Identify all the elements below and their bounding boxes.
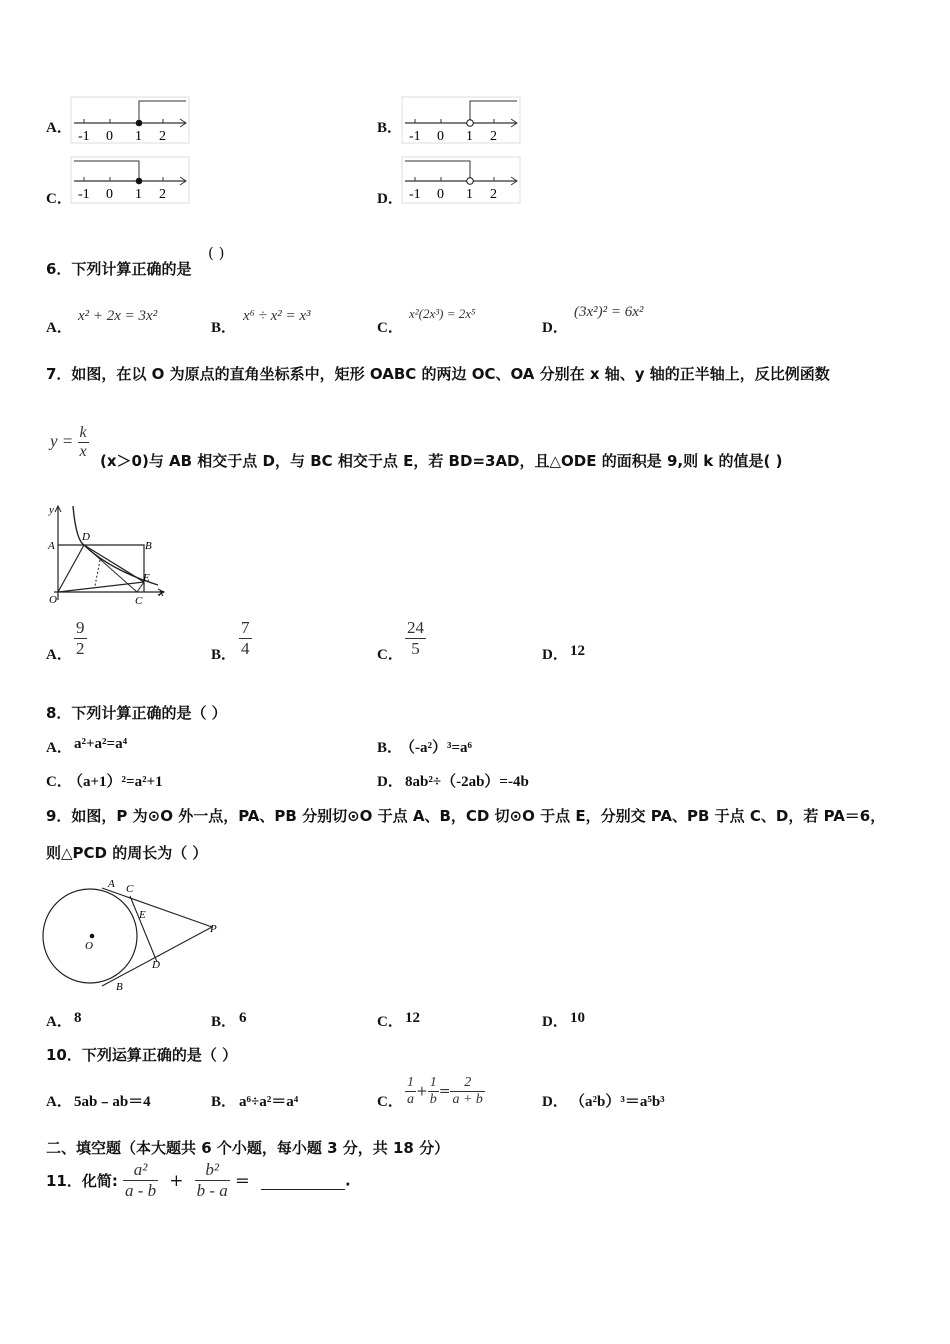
- q6-option-c-label: C．: [377, 320, 403, 336]
- q6-option-a: x² + 2x = 3x²: [78, 308, 158, 324]
- q7-option-c: $\frac{24}{5}$: [407, 618, 424, 658]
- q7-option-b: $\frac{7}{4}$: [241, 618, 250, 658]
- tick-label: 1: [135, 129, 142, 144]
- q5-option-b-numberline: [401, 96, 523, 146]
- q8-stem: 8．下列计算正确的是（ ）: [46, 704, 227, 722]
- q11-fraction-1: $\frac{\text{a²}}{a - b}$: [124, 1160, 157, 1200]
- tick-label: 0: [437, 129, 444, 144]
- q7-option-d: 12: [570, 643, 585, 659]
- q6-paren: ( ): [208, 244, 225, 262]
- q10-option-d-label: D．: [542, 1094, 568, 1110]
- tick-label: -1: [409, 187, 421, 202]
- q9-option-c-label: C．: [377, 1014, 403, 1030]
- q6-option-b-label: B．: [211, 320, 237, 336]
- q11-answer-blank[interactable]: [261, 1171, 345, 1190]
- q8-option-b: （-a²）³=a⁶: [400, 740, 473, 756]
- tick-label: 0: [106, 187, 113, 202]
- q9-option-a-label: A．: [46, 1014, 72, 1030]
- q5-option-a-label: A．: [46, 120, 72, 136]
- tick-label: -1: [78, 187, 90, 202]
- q8-option-d: 8ab²÷（-2ab）=-4b: [405, 774, 529, 790]
- q7-function-lhs: y =: [50, 431, 74, 451]
- fig-label-c: C: [126, 883, 134, 895]
- tick-label: 2: [159, 187, 166, 202]
- q5-option-c-numberline: [70, 156, 192, 206]
- q11-equals: ＝: [234, 1172, 250, 1190]
- q10-option-d: （a²b）³＝a⁵b³: [570, 1094, 665, 1110]
- fig-label-e: E: [143, 572, 150, 584]
- q7-stem-2: (x＞0)与 AB 相交于点 D，与 BC 相交于点 E，若 BD=3AD，且△ODE 的面积是 9,则 k 的值是( ): [100, 452, 783, 470]
- fig-label-b: B: [145, 540, 152, 552]
- q9-stem-2: 则△PCD 的周长为（ ）: [46, 844, 208, 862]
- q8-option-c-label: C．: [46, 774, 72, 790]
- q11-stem: 11．化简:: [46, 1172, 118, 1190]
- tick-label: 2: [490, 129, 497, 144]
- q9-stem: 9．如图，P 为⊙O 外一点，PA、PB 分别切⊙O 于点 A、B，CD 切⊙O 于点 E，分别交 PA、PB 于点 C、D，若 PA＝6，: [46, 807, 886, 825]
- q8-option-d-label: D．: [377, 774, 403, 790]
- fig-label-o: O: [49, 594, 57, 606]
- q9-figure: [40, 874, 230, 996]
- question-11: [46, 1160, 351, 1201]
- q11-plus: +: [169, 1170, 184, 1191]
- q8-option-b-label: B．: [377, 740, 403, 756]
- q9-option-b-label: B．: [211, 1014, 237, 1030]
- q7-function-num: k: [79, 424, 87, 441]
- fig-label-a: A: [48, 540, 55, 552]
- q6-option-c: x²(2x³) = 2x⁵: [409, 306, 476, 321]
- tick-label: 2: [490, 187, 497, 202]
- q9-option-b: 6: [239, 1010, 247, 1026]
- section-2-title: 二、填空题（本大题共 6 个小题，每小题 3 分，共 18 分）: [46, 1139, 450, 1157]
- q5-option-c-label: C．: [46, 191, 72, 207]
- tick-label: 2: [159, 129, 166, 144]
- q7-stem: 7．如图，在以 O 为原点的直角坐标系中，矩形 OABC 的两边 OC、OA 分别在 x 轴、y 轴的正半轴上，反比例函数: [46, 365, 830, 383]
- fig-label-c: C: [135, 595, 143, 607]
- q6-option-d-label: D．: [542, 320, 568, 336]
- q6-option-b: x⁶ ÷ x² = x³: [243, 308, 311, 324]
- q7-option-c-label: C．: [377, 647, 403, 663]
- q7-figure: [40, 500, 175, 610]
- fig-label-o: O: [85, 940, 93, 952]
- q8-option-a-label: A．: [46, 740, 72, 756]
- q7-option-d-label: D．: [542, 647, 568, 663]
- q9-option-a: 8: [74, 1010, 82, 1026]
- q5-option-d-numberline: [401, 156, 523, 206]
- fig-label-d: D: [152, 959, 160, 971]
- q6-stem: 6．下列计算正确的是: [46, 260, 192, 278]
- q10-option-a: 5ab﹣ab＝4: [74, 1094, 151, 1110]
- tick-label: 0: [437, 187, 444, 202]
- q10-stem: 10．下列运算正确的是（ ）: [46, 1046, 238, 1064]
- fig-label-d: D: [82, 531, 90, 543]
- tick-label: 1: [466, 187, 473, 202]
- tick-label: -1: [78, 129, 90, 144]
- q9-option-c: 12: [405, 1010, 420, 1026]
- q7-function: [50, 424, 89, 461]
- q7-option-a-label: A．: [46, 647, 72, 663]
- q7-function-den: x: [79, 443, 87, 460]
- tick-label: 1: [135, 187, 142, 202]
- q10-option-b: a⁶÷a²＝a⁴: [239, 1094, 299, 1110]
- q5-option-a-numberline: [70, 96, 192, 146]
- fig-label-x: x: [159, 587, 164, 599]
- fig-label-y: y: [49, 504, 54, 516]
- q10-option-c: $\frac{1}{a}$ + $\frac{1}{b}$ = $\frac{2}{a + b}$: [407, 1075, 483, 1107]
- q10-option-a-label: A．: [46, 1094, 72, 1110]
- q8-option-c: （a+1）²=a²+1: [68, 774, 163, 790]
- q6-option-a-label: A．: [46, 320, 72, 336]
- q6-option-d: (3x²)² = 6x²: [574, 304, 644, 320]
- q9-option-d: 10: [570, 1010, 585, 1026]
- q7-option-b-label: B．: [211, 647, 237, 663]
- q5-option-b-label: B．: [377, 120, 403, 136]
- fig-label-e: E: [139, 909, 146, 921]
- q5-option-d-label: D．: [377, 191, 403, 207]
- tick-label: 1: [466, 129, 473, 144]
- q10-option-b-label: B．: [211, 1094, 237, 1110]
- q10-option-c-label: C．: [377, 1094, 403, 1110]
- q9-option-d-label: D．: [542, 1014, 568, 1030]
- fig-label-a: A: [108, 878, 115, 890]
- q11-period: .: [344, 1171, 351, 1190]
- tick-label: -1: [409, 129, 421, 144]
- fig-label-p: P: [210, 923, 217, 935]
- fig-label-b: B: [116, 981, 123, 993]
- q7-option-a: $\frac{9}{2}$: [76, 618, 85, 658]
- q8-option-a: a²+a²=a⁴: [74, 736, 128, 752]
- q11-fraction-2: $\frac{\text{b²}}{b - a}$: [196, 1160, 228, 1200]
- tick-label: 0: [106, 129, 113, 144]
